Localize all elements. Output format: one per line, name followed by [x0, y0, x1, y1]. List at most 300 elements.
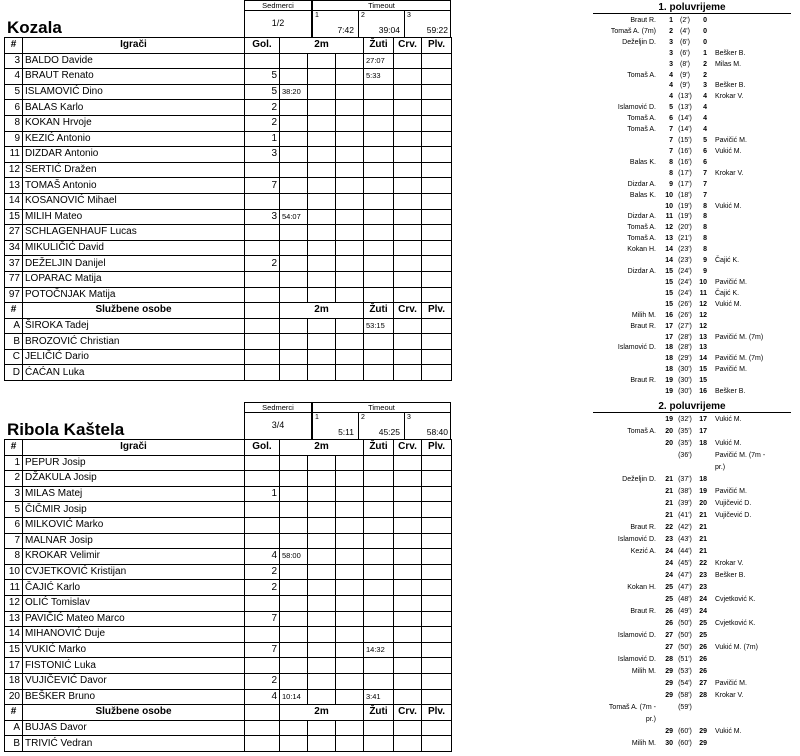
team-ribola-kastela — [4, 402, 451, 752]
player-2m-1 — [280, 256, 308, 272]
player-2m-3 — [336, 256, 364, 272]
away-score: 6 — [703, 147, 707, 155]
player-name: PAVIČIĆ Mateo Marco — [23, 611, 245, 627]
player-name: SCHLAGENHAUF Lucas — [23, 225, 245, 241]
player-2m-3 — [336, 689, 364, 705]
player-goals — [245, 162, 280, 178]
player-2m-3 — [336, 69, 364, 85]
event-minute: (60') — [678, 740, 692, 747]
score-event — [593, 739, 791, 748]
player-blue — [422, 271, 452, 287]
first-half-log — [593, 2, 791, 398]
event-minute: (50') — [678, 644, 692, 651]
player-red — [394, 209, 422, 225]
sedmerci-box — [244, 0, 312, 37]
player-red — [394, 225, 422, 241]
player-name: VUKIĆ Marko — [23, 642, 245, 658]
event-minute: (26') — [678, 300, 692, 308]
staff-2m-3 — [336, 720, 364, 736]
player-red — [394, 471, 422, 487]
player-yellow — [364, 517, 394, 533]
player-2m-2 — [308, 178, 336, 194]
event-minute: (30') — [678, 366, 692, 374]
event-minute: (17') — [678, 180, 692, 188]
staff-name: TRIVIĆ Vedran — [23, 736, 245, 752]
timeout-cell — [359, 11, 405, 37]
home-score: 1 — [669, 17, 673, 24]
home-score: 14 — [665, 246, 673, 254]
timeout-cell — [359, 413, 405, 439]
event-minute: (16') — [678, 158, 692, 166]
player-name: CVJETKOVIĆ Kristijan — [23, 564, 245, 580]
away-score: 8 — [703, 235, 707, 243]
player-yellow — [364, 673, 394, 689]
player-number: 6 — [5, 517, 23, 533]
sedmerci-value: 1/2 — [271, 18, 285, 28]
player-row — [5, 580, 452, 596]
away-scorer: Bešker B. — [715, 82, 746, 90]
player-2m-3 — [336, 178, 364, 194]
half-title: 2. poluvrijeme — [593, 401, 791, 413]
away-score: 14 — [699, 355, 707, 363]
player-blue — [422, 178, 452, 194]
away-scorer: Milas M. — [715, 60, 742, 68]
home-score: 23 — [665, 536, 673, 543]
player-row — [5, 131, 452, 147]
home-score: 26 — [665, 608, 673, 615]
timeout-time: 5:11 — [338, 427, 354, 437]
home-score: 24 — [665, 560, 673, 567]
staff-name: ĆAĆAN Luka — [23, 365, 245, 381]
player-yellow — [364, 287, 394, 303]
col-goals-header: Gol. — [245, 440, 280, 456]
player-goals: 7 — [245, 611, 280, 627]
staff-yellow-header: Žuti — [364, 705, 394, 721]
away-score: 2 — [703, 60, 707, 68]
home-scorer: Tomaš A. — [627, 428, 656, 435]
player-yellow — [364, 455, 394, 471]
player-number: 10 — [5, 564, 23, 580]
score-event — [593, 322, 791, 331]
score-event — [593, 27, 791, 36]
home-scorer: Dizdar A. — [627, 213, 656, 221]
event-minute: (35') — [678, 440, 692, 447]
player-2m-3 — [336, 193, 364, 209]
home-score: 3 — [669, 49, 673, 57]
player-name: OLIĆ Tomislav — [23, 595, 245, 611]
away-scorer: Čajić K. — [715, 257, 740, 265]
player-2m-2 — [308, 549, 336, 565]
home-score: 29 — [665, 680, 673, 687]
player-yellow — [364, 131, 394, 147]
player-yellow — [364, 193, 394, 209]
player-2m-1 — [280, 673, 308, 689]
home-score: 15 — [665, 289, 673, 297]
event-minute: (47') — [678, 584, 692, 591]
player-row — [5, 627, 452, 643]
away-scorer: Čajić K. — [715, 289, 740, 297]
score-event — [593, 535, 791, 544]
player-yellow — [364, 595, 394, 611]
player-yellow — [364, 471, 394, 487]
score-event — [593, 16, 791, 25]
away-scorer: pr.) — [715, 464, 726, 471]
home-scorer: Tomaš A. (7m) — [610, 27, 656, 35]
player-yellow — [364, 240, 394, 256]
away-score: 4 — [703, 126, 707, 134]
staff-red — [394, 318, 422, 334]
player-red — [394, 131, 422, 147]
player-2m-2 — [308, 100, 336, 116]
event-minute: (27') — [678, 322, 692, 330]
home-scorer: Braut R. — [630, 377, 656, 385]
player-2m-2 — [308, 256, 336, 272]
player-goals: 4 — [245, 549, 280, 565]
staff-blue-header: Plv. — [422, 705, 452, 721]
staff-2m-2 — [308, 318, 336, 334]
score-event — [593, 583, 791, 592]
score-event — [593, 234, 791, 243]
player-2m-2 — [308, 595, 336, 611]
player-goals — [245, 193, 280, 209]
staff-name: JELIČIĆ Dario — [23, 349, 245, 365]
home-scorer: Islamović D. — [617, 632, 656, 639]
player-row — [5, 689, 452, 705]
away-score: 8 — [703, 246, 707, 254]
away-score: 23 — [699, 572, 707, 579]
player-red — [394, 193, 422, 209]
player-yellow — [364, 209, 394, 225]
player-red — [394, 100, 422, 116]
col-num-header: # — [5, 440, 23, 456]
player-row — [5, 147, 452, 163]
sedmerci-box — [244, 402, 312, 439]
staff-2m-header: 2m — [280, 705, 364, 721]
player-red — [394, 178, 422, 194]
staff-yellow — [364, 365, 394, 381]
second-half-log — [593, 401, 791, 751]
player-number: 14 — [5, 627, 23, 643]
away-score: 0 — [703, 17, 707, 24]
home-score: 30 — [665, 740, 673, 747]
player-2m-1 — [280, 580, 308, 596]
player-red — [394, 673, 422, 689]
player-blue — [422, 209, 452, 225]
player-2m-3 — [336, 209, 364, 225]
player-2m-1 — [280, 595, 308, 611]
player-2m-3 — [336, 225, 364, 241]
staff-2m-header: 2m — [280, 303, 364, 319]
player-name: KOKAN Hrvoje — [23, 115, 245, 131]
away-score: 7 — [703, 191, 707, 199]
score-event — [593, 71, 791, 80]
staff-red-header: Crv. — [394, 705, 422, 721]
player-row — [5, 486, 452, 502]
event-minute: (24') — [678, 289, 692, 297]
player-yellow — [364, 611, 394, 627]
score-event — [593, 607, 791, 616]
away-score: 16 — [699, 388, 707, 396]
player-goals — [245, 533, 280, 549]
home-scorer: Dizdar A. — [627, 268, 656, 276]
home-score: 25 — [665, 596, 673, 603]
score-event — [593, 169, 791, 178]
home-scorer: Islamović D. — [617, 104, 656, 112]
score-event — [593, 451, 791, 460]
player-2m-1 — [280, 287, 308, 303]
player-name: MILIH Mateo — [23, 209, 245, 225]
home-scorer: Milih M. — [631, 668, 656, 675]
player-row — [5, 100, 452, 116]
event-minute: (36') — [678, 452, 692, 459]
home-score: 27 — [665, 644, 673, 651]
player-red — [394, 147, 422, 163]
player-number: 5 — [5, 84, 23, 100]
player-blue — [422, 658, 452, 674]
col-red-header: Crv. — [394, 440, 422, 456]
event-minute: (2') — [680, 17, 690, 24]
player-yellow: 5:33 — [364, 69, 394, 85]
player-2m-2 — [308, 240, 336, 256]
staff-letter: B — [5, 736, 23, 752]
staff-row — [5, 365, 452, 381]
player-blue — [422, 533, 452, 549]
away-score: 4 — [703, 115, 707, 123]
player-blue — [422, 595, 452, 611]
player-2m-2 — [308, 502, 336, 518]
player-number: 27 — [5, 225, 23, 241]
staff-yellow — [364, 736, 394, 752]
player-2m-1 — [280, 658, 308, 674]
player-name: KEZIĆ Antonio — [23, 131, 245, 147]
home-score: 9 — [669, 180, 673, 188]
player-2m-1 — [280, 611, 308, 627]
player-2m-2 — [308, 53, 336, 69]
timeout-time: 39:04 — [378, 25, 400, 35]
staff-red — [394, 365, 422, 381]
staff-empty — [245, 318, 280, 334]
player-blue — [422, 549, 452, 565]
timeout-label: Timeout — [313, 1, 450, 11]
event-minute: (48') — [678, 596, 692, 603]
home-score: 3 — [669, 38, 673, 46]
score-event — [593, 114, 791, 123]
away-scorer: Bešker B. — [715, 49, 746, 57]
player-number: 11 — [5, 580, 23, 596]
away-scorer: Vujičević D. — [715, 512, 752, 519]
home-score: 15 — [665, 268, 673, 276]
home-scorer: pr.) — [645, 716, 656, 723]
score-event — [593, 256, 791, 265]
player-2m-1 — [280, 225, 308, 241]
player-2m-3 — [336, 84, 364, 100]
home-scorer: Kokan H. — [627, 584, 656, 591]
away-scorer: Vukić M. (7m) — [715, 644, 758, 651]
score-event — [593, 511, 791, 520]
away-score: 11 — [699, 289, 707, 297]
away-score: 18 — [699, 440, 707, 447]
player-goals: 2 — [245, 564, 280, 580]
timeout-time: 7:42 — [337, 25, 354, 35]
player-2m-3 — [336, 287, 364, 303]
player-row — [5, 69, 452, 85]
home-score: 10 — [665, 202, 673, 210]
staff-2m-2 — [308, 720, 336, 736]
player-red — [394, 689, 422, 705]
player-red — [394, 115, 422, 131]
away-score: 9 — [703, 268, 707, 276]
player-blue — [422, 611, 452, 627]
player-blue — [422, 642, 452, 658]
away-score: 19 — [699, 488, 707, 495]
home-score: 18 — [665, 355, 673, 363]
staff-name: BUJAS Davor — [23, 720, 245, 736]
staff-name: BROZOVIĆ Christian — [23, 334, 245, 350]
away-scorer: Krokar V. — [715, 692, 744, 699]
home-score: 22 — [665, 524, 673, 531]
player-2m-1 — [280, 178, 308, 194]
staff-letter: D — [5, 365, 23, 381]
player-name: ČIČMIR Josip — [23, 502, 245, 518]
home-score: 6 — [669, 115, 673, 123]
player-2m-2 — [308, 69, 336, 85]
away-score: 15 — [699, 377, 707, 385]
player-2m-2 — [308, 689, 336, 705]
event-minute: (13') — [678, 104, 692, 112]
away-scorer: Pavičić M. — [715, 366, 747, 374]
home-score: 5 — [669, 104, 673, 112]
timeout-cell — [405, 413, 452, 439]
player-number: 9 — [5, 131, 23, 147]
staff-2m-2 — [308, 334, 336, 350]
staff-blue-header: Plv. — [422, 303, 452, 319]
home-score: 18 — [665, 366, 673, 374]
sedmerci-label: Sedmerci — [245, 403, 311, 413]
score-event — [593, 300, 791, 309]
home-score: 11 — [665, 213, 673, 221]
away-score: 26 — [699, 656, 707, 663]
away-scorer: Vukić M. — [715, 202, 742, 210]
player-name: MIKULIČIĆ David — [23, 240, 245, 256]
player-2m-1 — [280, 147, 308, 163]
away-score: 9 — [703, 257, 707, 265]
staff-empty — [245, 365, 280, 381]
player-2m-1: 54:07 — [280, 209, 308, 225]
staff-red — [394, 720, 422, 736]
player-row — [5, 642, 452, 658]
home-scorer: Tomaš A. — [627, 126, 656, 134]
player-row — [5, 471, 452, 487]
player-2m-3 — [336, 240, 364, 256]
event-minute: (15') — [678, 137, 692, 145]
away-score: 5 — [703, 137, 707, 145]
score-event — [593, 475, 791, 484]
home-score: 17 — [665, 322, 673, 330]
timeout-cell — [405, 11, 452, 37]
player-row — [5, 193, 452, 209]
away-score: 1 — [703, 49, 707, 57]
player-yellow: 27:07 — [364, 53, 394, 69]
player-goals: 1 — [245, 486, 280, 502]
home-scorer: Islamović D. — [617, 344, 656, 352]
player-2m-3 — [336, 658, 364, 674]
player-yellow — [364, 178, 394, 194]
away-scorer: Vukić M. — [715, 416, 742, 423]
score-event — [593, 415, 791, 424]
event-minute: (50') — [678, 632, 692, 639]
player-name: MIHANOVIĆ Duje — [23, 627, 245, 643]
player-row — [5, 287, 452, 303]
score-event — [593, 103, 791, 112]
player-2m-2 — [308, 658, 336, 674]
player-2m-1: 38:20 — [280, 84, 308, 100]
player-2m-2 — [308, 564, 336, 580]
player-2m-1 — [280, 131, 308, 147]
player-2m-1 — [280, 69, 308, 85]
away-score: 24 — [699, 608, 707, 615]
team-kozala — [4, 0, 451, 381]
event-minute: (8') — [680, 60, 690, 68]
player-red — [394, 549, 422, 565]
away-scorer: Bešker B. — [715, 572, 746, 579]
player-number: 97 — [5, 287, 23, 303]
player-goals — [245, 517, 280, 533]
event-minute: (53') — [678, 668, 692, 675]
home-scorer: Dizdar A. — [627, 180, 656, 188]
player-goals — [245, 471, 280, 487]
player-row — [5, 455, 452, 471]
event-minute: (38') — [678, 488, 692, 495]
away-score: 25 — [699, 632, 707, 639]
event-minute: (17') — [678, 169, 692, 177]
player-name: MILAS Matej — [23, 486, 245, 502]
player-red — [394, 256, 422, 272]
player-2m-1 — [280, 533, 308, 549]
player-goals: 2 — [245, 256, 280, 272]
player-number: 1 — [5, 455, 23, 471]
player-2m-1 — [280, 53, 308, 69]
home-scorer: Kokan H. — [627, 246, 656, 254]
player-blue — [422, 486, 452, 502]
away-scorer: Pavičić M. (7m - — [715, 452, 766, 459]
away-score: 29 — [699, 728, 707, 735]
player-goals — [245, 53, 280, 69]
player-name: DEŽELJIN Danijel — [23, 256, 245, 272]
home-score: 17 — [665, 333, 673, 341]
score-event — [593, 679, 791, 688]
player-2m-3 — [336, 471, 364, 487]
staff-header-row — [5, 705, 452, 721]
staff-2m-3 — [336, 349, 364, 365]
home-scorer: Tomaš A. — [627, 71, 656, 79]
player-2m-2 — [308, 673, 336, 689]
player-2m-1 — [280, 162, 308, 178]
staff-num-header: # — [5, 303, 23, 319]
player-row — [5, 271, 452, 287]
score-event — [593, 333, 791, 342]
home-score: 29 — [665, 668, 673, 675]
staff-2m-3 — [336, 365, 364, 381]
staff-yellow-header: Žuti — [364, 303, 394, 319]
player-goals — [245, 455, 280, 471]
home-score: 7 — [669, 137, 673, 145]
player-red — [394, 84, 422, 100]
home-score: 20 — [665, 428, 673, 435]
player-name: PEPUR Josip — [23, 455, 245, 471]
player-blue — [422, 84, 452, 100]
staff-empty — [245, 349, 280, 365]
player-number: 4 — [5, 69, 23, 85]
